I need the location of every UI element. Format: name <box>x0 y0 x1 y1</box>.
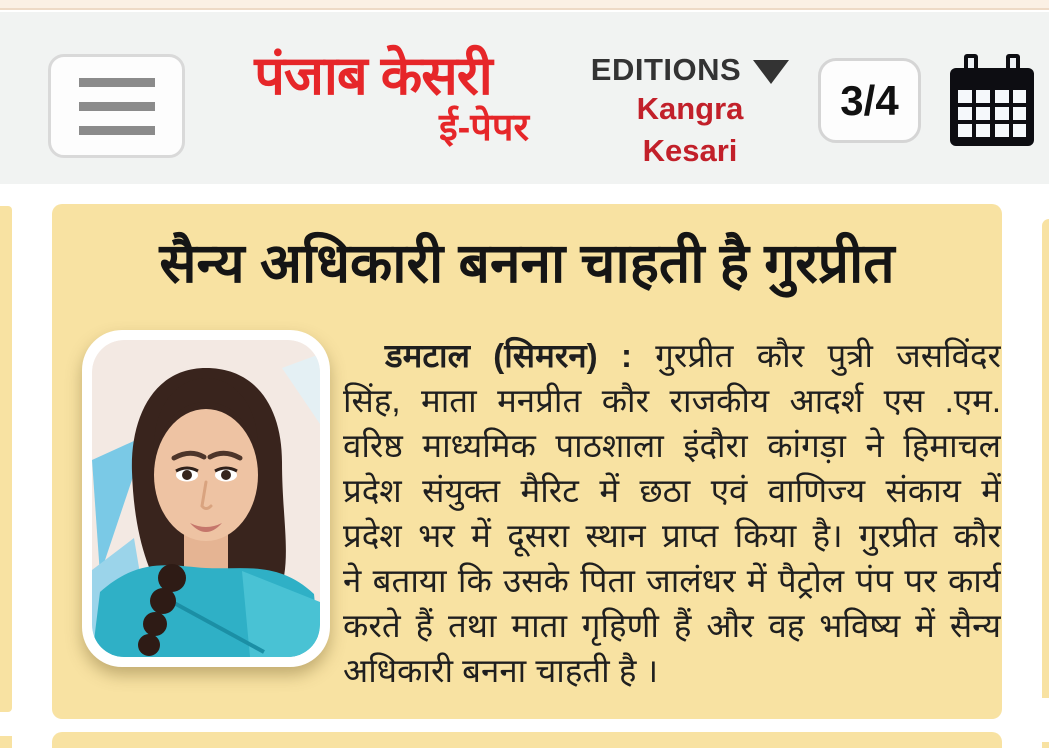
article-body-line: प्रदेश संयुक्त मैरिट में छठा एवं वाणिज्य संकाय में <box>343 472 1001 509</box>
adjacent-column-strip <box>0 736 12 748</box>
article-card[interactable] <box>52 204 1002 719</box>
adjacent-column-strip <box>0 206 12 712</box>
status-bar-strip <box>0 0 1049 10</box>
article-body-line: प्रदेश भर में दूसरा स्थान प्राप्त किया है। गुरप्रीत कौर <box>343 517 1001 554</box>
logo-subtitle: ई-पेपर <box>438 107 529 149</box>
article-headline: सैन्य अधिकारी बनना चाहती है गुरप्रीत <box>159 232 895 294</box>
portrait-photo-illustration <box>92 340 320 657</box>
article-body-line: अधिकारी बनना चाहती है । <box>343 652 659 689</box>
calendar-button[interactable] <box>950 54 1034 146</box>
newspaper-logo[interactable] <box>213 46 533 150</box>
article-body-line: वरिष्ठ माध्यमिक पाठशाला इंदौरा कांगड़ा ने हिमाचल <box>343 427 1001 464</box>
article-body-line: डमटाल (सिमरन) : गुरप्रीत कौर पुत्री जसविंदर <box>385 337 1001 374</box>
adjacent-column-strip <box>1042 219 1049 698</box>
article-body-line: ने बताया कि उसके पिता जालंधर में पैट्रोल पंप पर कार्य <box>343 562 1001 599</box>
article-body <box>343 333 1001 705</box>
editions-label: EDITIONS <box>590 52 742 87</box>
hamburger-icon <box>79 126 155 135</box>
chevron-down-icon <box>753 60 789 84</box>
article-photo <box>82 330 330 667</box>
adjacent-column-strip <box>1042 742 1049 748</box>
edition-name-line2: Kesari <box>642 133 738 168</box>
page-indicator[interactable] <box>818 58 921 143</box>
hamburger-icon <box>79 78 155 87</box>
article-body-line: सिंह, माता मनप्रीत कौर राजकीय आदर्श एस .एम. <box>343 382 1001 419</box>
calendar-icon <box>950 54 1034 146</box>
logo-title: पंजाब केसरी <box>254 46 492 106</box>
article-body-line: करते हैं तथा माता गृहिणी हैं और वह भविष्य में सैन्य <box>343 607 1001 644</box>
app-header <box>0 12 1049 184</box>
next-article-card-partial[interactable] <box>52 732 1002 748</box>
page-indicator-value: 3/4 <box>840 76 899 124</box>
page-content <box>0 184 1049 748</box>
menu-button[interactable] <box>48 54 185 158</box>
editions-dropdown[interactable] <box>570 52 810 172</box>
edition-name-line1: Kangra <box>636 91 744 126</box>
hamburger-icon <box>79 102 155 111</box>
